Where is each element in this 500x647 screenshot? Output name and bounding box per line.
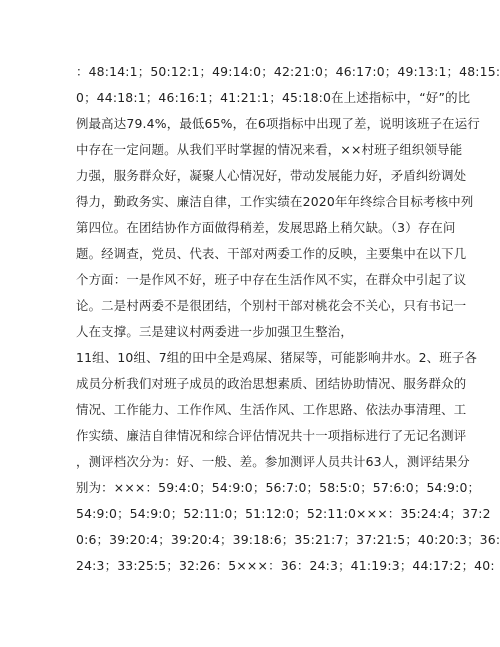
text-line: 个方面：一是作风不好，班子中存在生活作风不实，在群众中引起了议 [76,272,467,287]
text-line: 别为：×××：59:4:0；54:9:0；56:7:0；58:5:0；57:6:0；54:9:0； [76,480,481,495]
text-line: 54:9:0；54:9:0；52:11:0；51:12:0；52:11:0×××：35:24:4；37:2 [76,506,491,521]
text-line: 题。经调查，党员、代表、干部对两委工作的反映，主要集中在以下几 [76,246,467,261]
text-line: 例最高达79.4%，最低65%，在6项指标中出现了差，说明该班子在运行 [76,116,480,131]
text-line: 人在支撑。三是建议村两委进一步加强卫生整治， [76,324,353,339]
text-line: 0:6；39:20:4；39:20:4；39:18:6；35:21:7；37:21:5；40:20:3；36: [76,532,500,547]
text-line: 得力，勤政务实、廉洁自律，工作实绩在2020年年终综合目标考核中列 [76,194,474,209]
text-line: 作实绩、廉洁自律情况和综合评估情况共十一项指标进行了无记名测评 [76,428,467,443]
text-line: 论。二是村两委不是很团结，个别村干部对桃花会不关心，只有书记一 [76,298,467,313]
text-line: ：48:14:1；50:12:1；49:14:0；42:21:0；46:17:0；49:13:1；48:15: [76,64,500,79]
text-line: 0；44:18:1；46:16:1；41:21:1；45:18:0在上述指标中，“好”的比 [76,90,471,105]
text-line: 情况、工作能力、工作作风、生活作风、工作思路、依法办事清理、工 [76,402,467,417]
text-line: 力强，服务群众好，凝聚人心情况好，带动发展能力好，矛盾纠纷调处 [76,168,467,183]
text-line: 第四位。在团结协作方面做得稍差，发展思路上稍欠缺。（3）存在问 [76,220,456,235]
text-line: ，测评档次分为：好、一般、差。参加测评人员共计63人，测评结果分 [76,454,470,469]
text-line: 11组、10组、7组的田中全是鸡屎、猪屎等，可能影响井水。2、班子各 [76,350,478,365]
text-line: 中存在一定问题。从我们平时掌握的情况来看，××村班子组织领导能 [76,142,463,157]
text-line: 成员分析我们对班子成员的政治思想素质、团结协助情况、服务群众的 [76,376,467,391]
text-line: 24:3；33:25:5；32:26：5×××：36：24:3；41:19:3；44:17:2；40: [76,558,495,573]
